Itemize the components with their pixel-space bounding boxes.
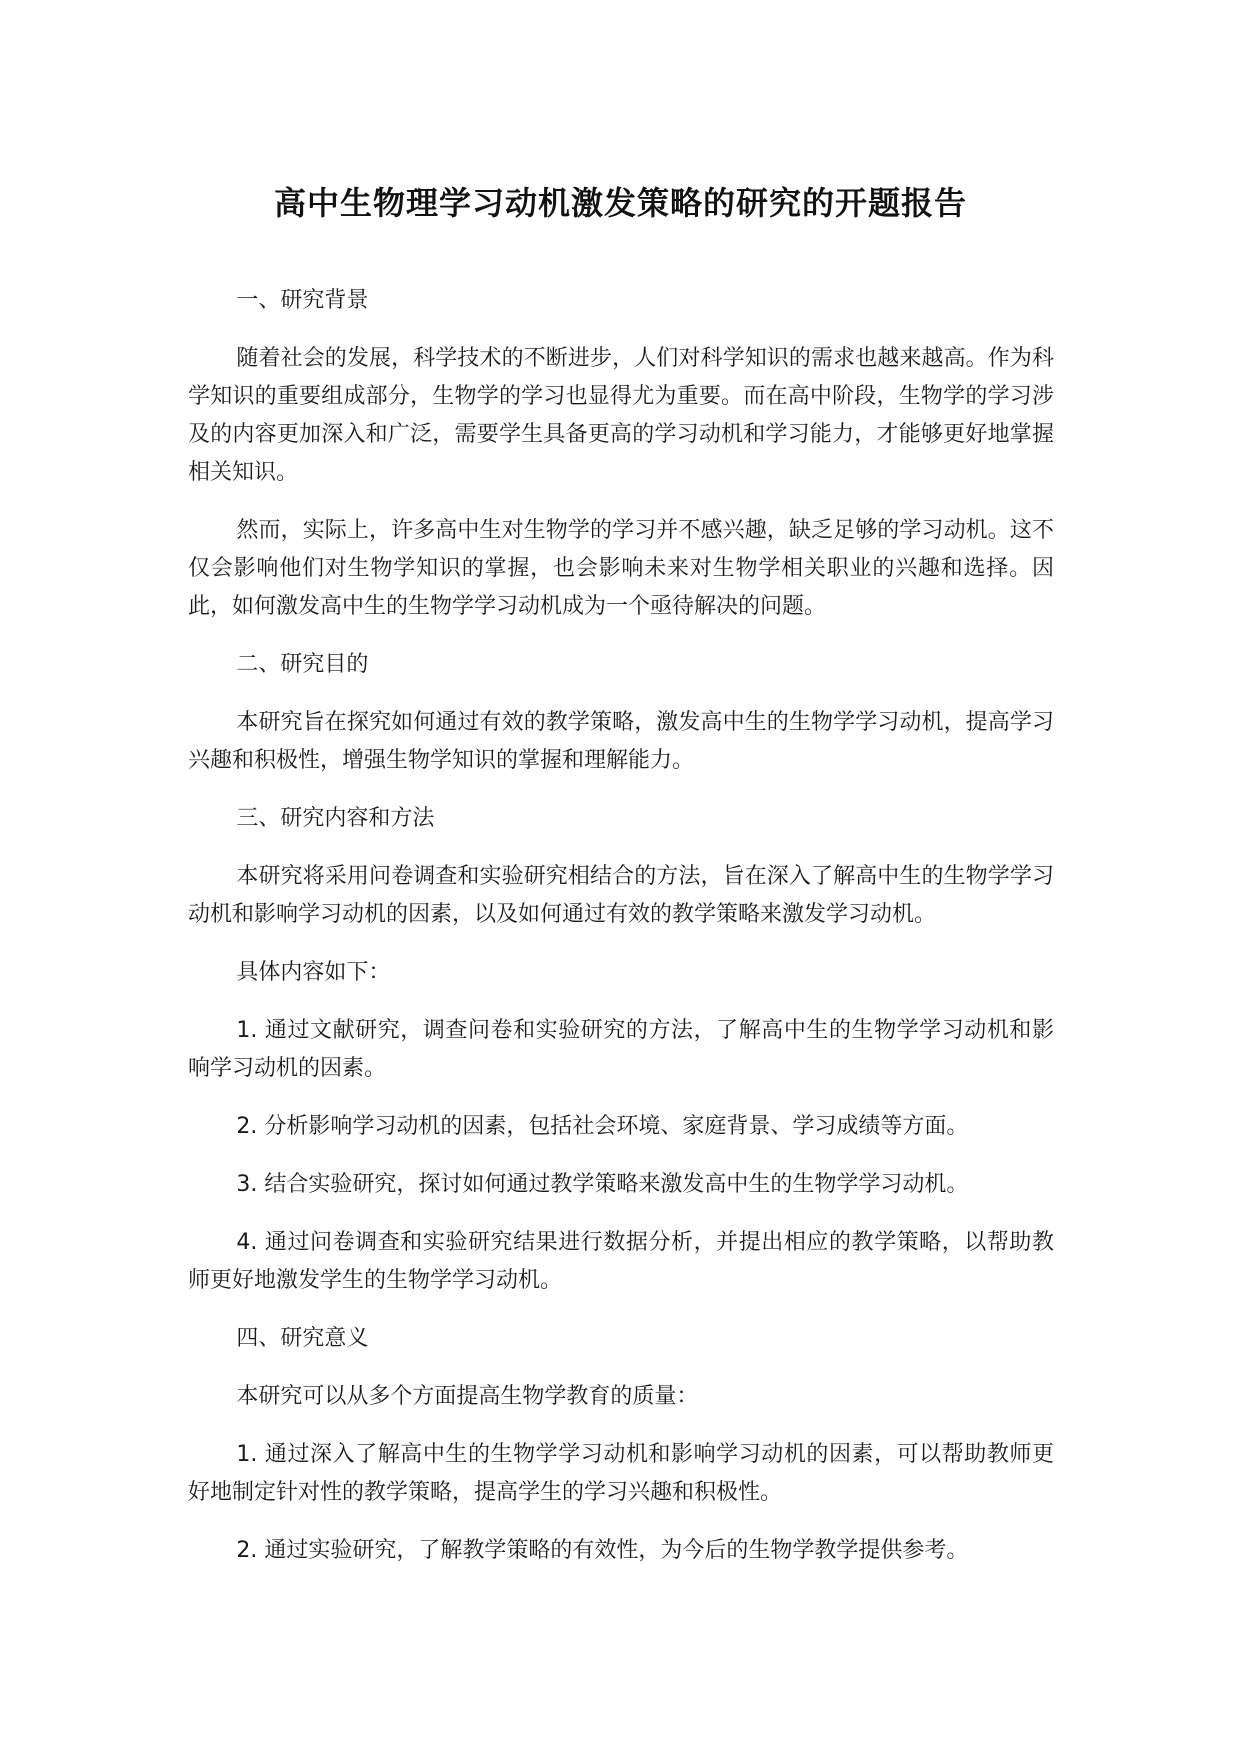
section-heading-content-method: 三、研究内容和方法 — [236, 806, 435, 831]
document-body — [188, 282, 1054, 1590]
section-heading-background: 一、研究背景 — [236, 288, 369, 313]
paragraph-purpose: 本研究旨在探究如何通过有效的教学策略，激发高中生的生物学学习动机，提高学习兴趣和积极性，增强生物学知识的掌握和理解能力。 — [188, 710, 1054, 773]
paragraph-significance-intro: 本研究可以从多个方面提高生物学教育的质量： — [236, 1384, 699, 1409]
section-heading-purpose: 二、研究目的 — [236, 652, 369, 677]
list-item-2: 2. 分析影响学习动机的因素，包括社会环境、家庭背景、学习成绩等方面。 — [236, 1114, 969, 1139]
document-title: 高中生物理学习动机激发策略的研究的开题报告 — [273, 184, 967, 222]
section-heading-significance: 四、研究意义 — [236, 1326, 369, 1351]
paragraph-details-intro: 具体内容如下： — [236, 960, 391, 985]
list-item-1: 1. 通过文献研究，调查问卷和实验研究的方法，了解高中生的生物学学习动机和影响学习动机的因素。 — [188, 1018, 1054, 1081]
paragraph-background-1: 随着社会的发展，科学技术的不断进步，人们对科学知识的需求也越来越高。作为科学知识的重要组成部分，生物学的学习也显得尤为重要。而在高中阶段，生物学的学习涉及的内容更加深入和广泛，需要学生具备更高的学习动机和学习能力，才能够更好地掌握相关知识。 — [188, 346, 1054, 485]
list-item-3: 3. 结合实验研究，探讨如何通过教学策略来激发高中生的生物学学习动机。 — [236, 1172, 969, 1197]
significance-item-1: 1. 通过深入了解高中生的生物学学习动机和影响学习动机的因素，可以帮助教师更好地制定针对性的教学策略，提高学生的学习兴趣和积极性。 — [188, 1442, 1054, 1505]
significance-item-2: 2. 通过实验研究，了解教学策略的有效性，为今后的生物学教学提供参考。 — [236, 1538, 969, 1563]
paragraph-method: 本研究将采用问卷调查和实验研究相结合的方法，旨在深入了解高中生的生物学学习动机和影响学习动机的因素，以及如何通过有效的教学策略来激发学习动机。 — [188, 864, 1054, 927]
list-item-4: 4. 通过问卷调查和实验研究结果进行数据分析，并提出相应的教学策略，以帮助教师更好地激发学生的生物学学习动机。 — [188, 1230, 1054, 1293]
paragraph-background-2: 然而，实际上，许多高中生对生物学的学习并不感兴趣，缺乏足够的学习动机。这不仅会影响他们对生物学知识的掌握，也会影响未来对生物学相关职业的兴趣和选择。因此，如何激发高中生的生物学学习动机成为一个亟待解决的问题。 — [188, 518, 1054, 619]
